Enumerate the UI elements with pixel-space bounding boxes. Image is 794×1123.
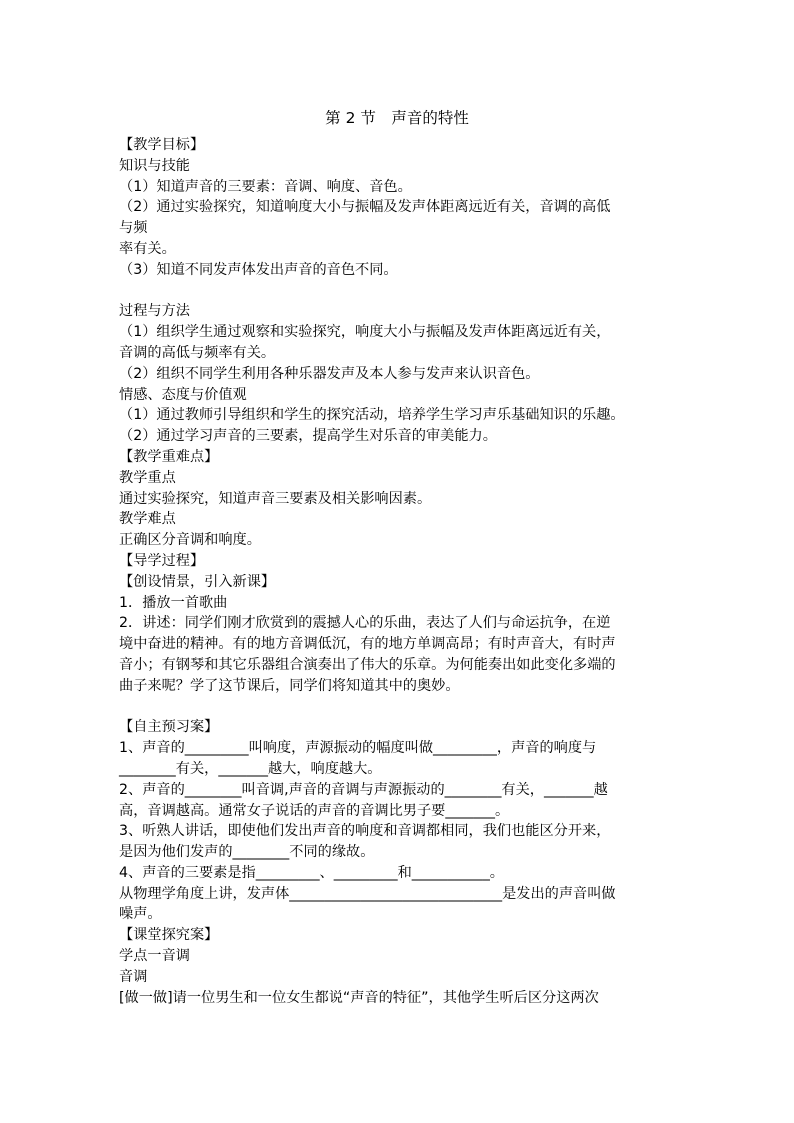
blank-line [119, 281, 679, 302]
blank-line [119, 697, 679, 718]
text-line: 【创设情景，引入新课】 [119, 573, 276, 590]
text-line: 【教学目标】 [119, 137, 205, 153]
text-line: 2．讲述：同学们刚才欣赏到的震撼人心的乐曲，表达了人们与命运抗争，在逆 [119, 615, 611, 632]
text-line: 【课堂探究案】 [119, 927, 219, 944]
text-line: [做一做]请一位男生和一位女生都说“声音的特征”，其他学生听后区分这两次 [119, 989, 599, 1006]
text-line: 正确区分音调和响度。 [119, 532, 261, 549]
text-line: 4、声音的三要素是指_________、_________和___________。 [119, 864, 504, 881]
text-line: 率有关。 [119, 240, 176, 257]
text-line: 高，音调越高。通常女子说话的声音的音调比男子要_______。 [119, 802, 510, 819]
section-title: 第 2 节 声音的特性 [325, 109, 469, 127]
text-line: 音调的高低与频率有关。 [119, 344, 276, 361]
text-line: 2、声音的________叫音调,声音的音调与声源振动的________有关，_______越 [119, 781, 608, 798]
text-line: （1）组织学生通过观察和实验探究，响度大小与振幅及发声体距离远近有关， [119, 324, 611, 341]
text-line: 音小；有钢琴和其它乐器组合演奏出了伟大的乐章。为何能奏出如此变化多端的 [119, 656, 616, 673]
text-line: 情感、态度与价值观 [119, 386, 247, 403]
text-line: 境中奋进的精神。有的地方音调低沉，有的地方单调高昂；有时声音大，有时声 [119, 636, 616, 653]
text-line: 学点一音调 [119, 948, 190, 965]
text-line: 是因为他们发声的________不同的缘故。 [119, 844, 375, 861]
text-line: 与频 [119, 220, 148, 237]
text-line: （2）通过实验探究，知道响度大小与振幅及发声体距离远近有关，音调的高低 [119, 199, 611, 216]
text-line: 教学重点 [119, 469, 176, 486]
text-line: 从物理学角度上讲，发声体______________________________是发出的声音叫做 [119, 885, 616, 902]
text-line: （3）知道不同发声体发出声音的音色不同。 [119, 261, 398, 278]
text-line: 曲子来呢？学了这节课后，同学们将知道其中的奥妙。 [119, 677, 460, 694]
text-line: 知识与技能 [119, 157, 190, 174]
text-line: （1）知道声音的三要素：音调、响度、音色。 [119, 178, 412, 195]
text-line: 3、听熟人讲话，即使他们发出声音的响度和音调都相同，我们也能区分开来， [119, 823, 611, 840]
text-line: （2）通过学习声音的三要素，提高学生对乐音的审美能力。 [119, 428, 497, 445]
text-line: 通过实验探究，知道声音三要素及相关影响因素。 [119, 490, 432, 507]
text-line: 【导学过程】 [119, 552, 205, 569]
text-line: （2）组织不同学生利用各种乐器发声及本人参与发声来认识音色。 [119, 365, 540, 382]
text-line: 教学难点 [119, 511, 176, 528]
text-line: 音调 [119, 968, 148, 985]
text-line: 噪声。 [119, 906, 162, 923]
text-line: （1）通过教师引导组织和学生的探究活动，培养学生学习声乐基础知识的乐趣。 [119, 407, 625, 424]
text-line: 过程与方法 [119, 303, 190, 320]
text-line: 1、声音的_________叫响度，声源振动的幅度叫做_________，声音的响度与 [119, 740, 597, 757]
document-body [119, 135, 679, 1008]
text-line: 【自主预习案】 [119, 719, 219, 736]
text-line: ________有关，_______越大，响度越大。 [119, 760, 382, 777]
text-line: 【教学重难点】 [119, 448, 219, 465]
text-line: 1．播放一首歌曲 [119, 594, 228, 611]
